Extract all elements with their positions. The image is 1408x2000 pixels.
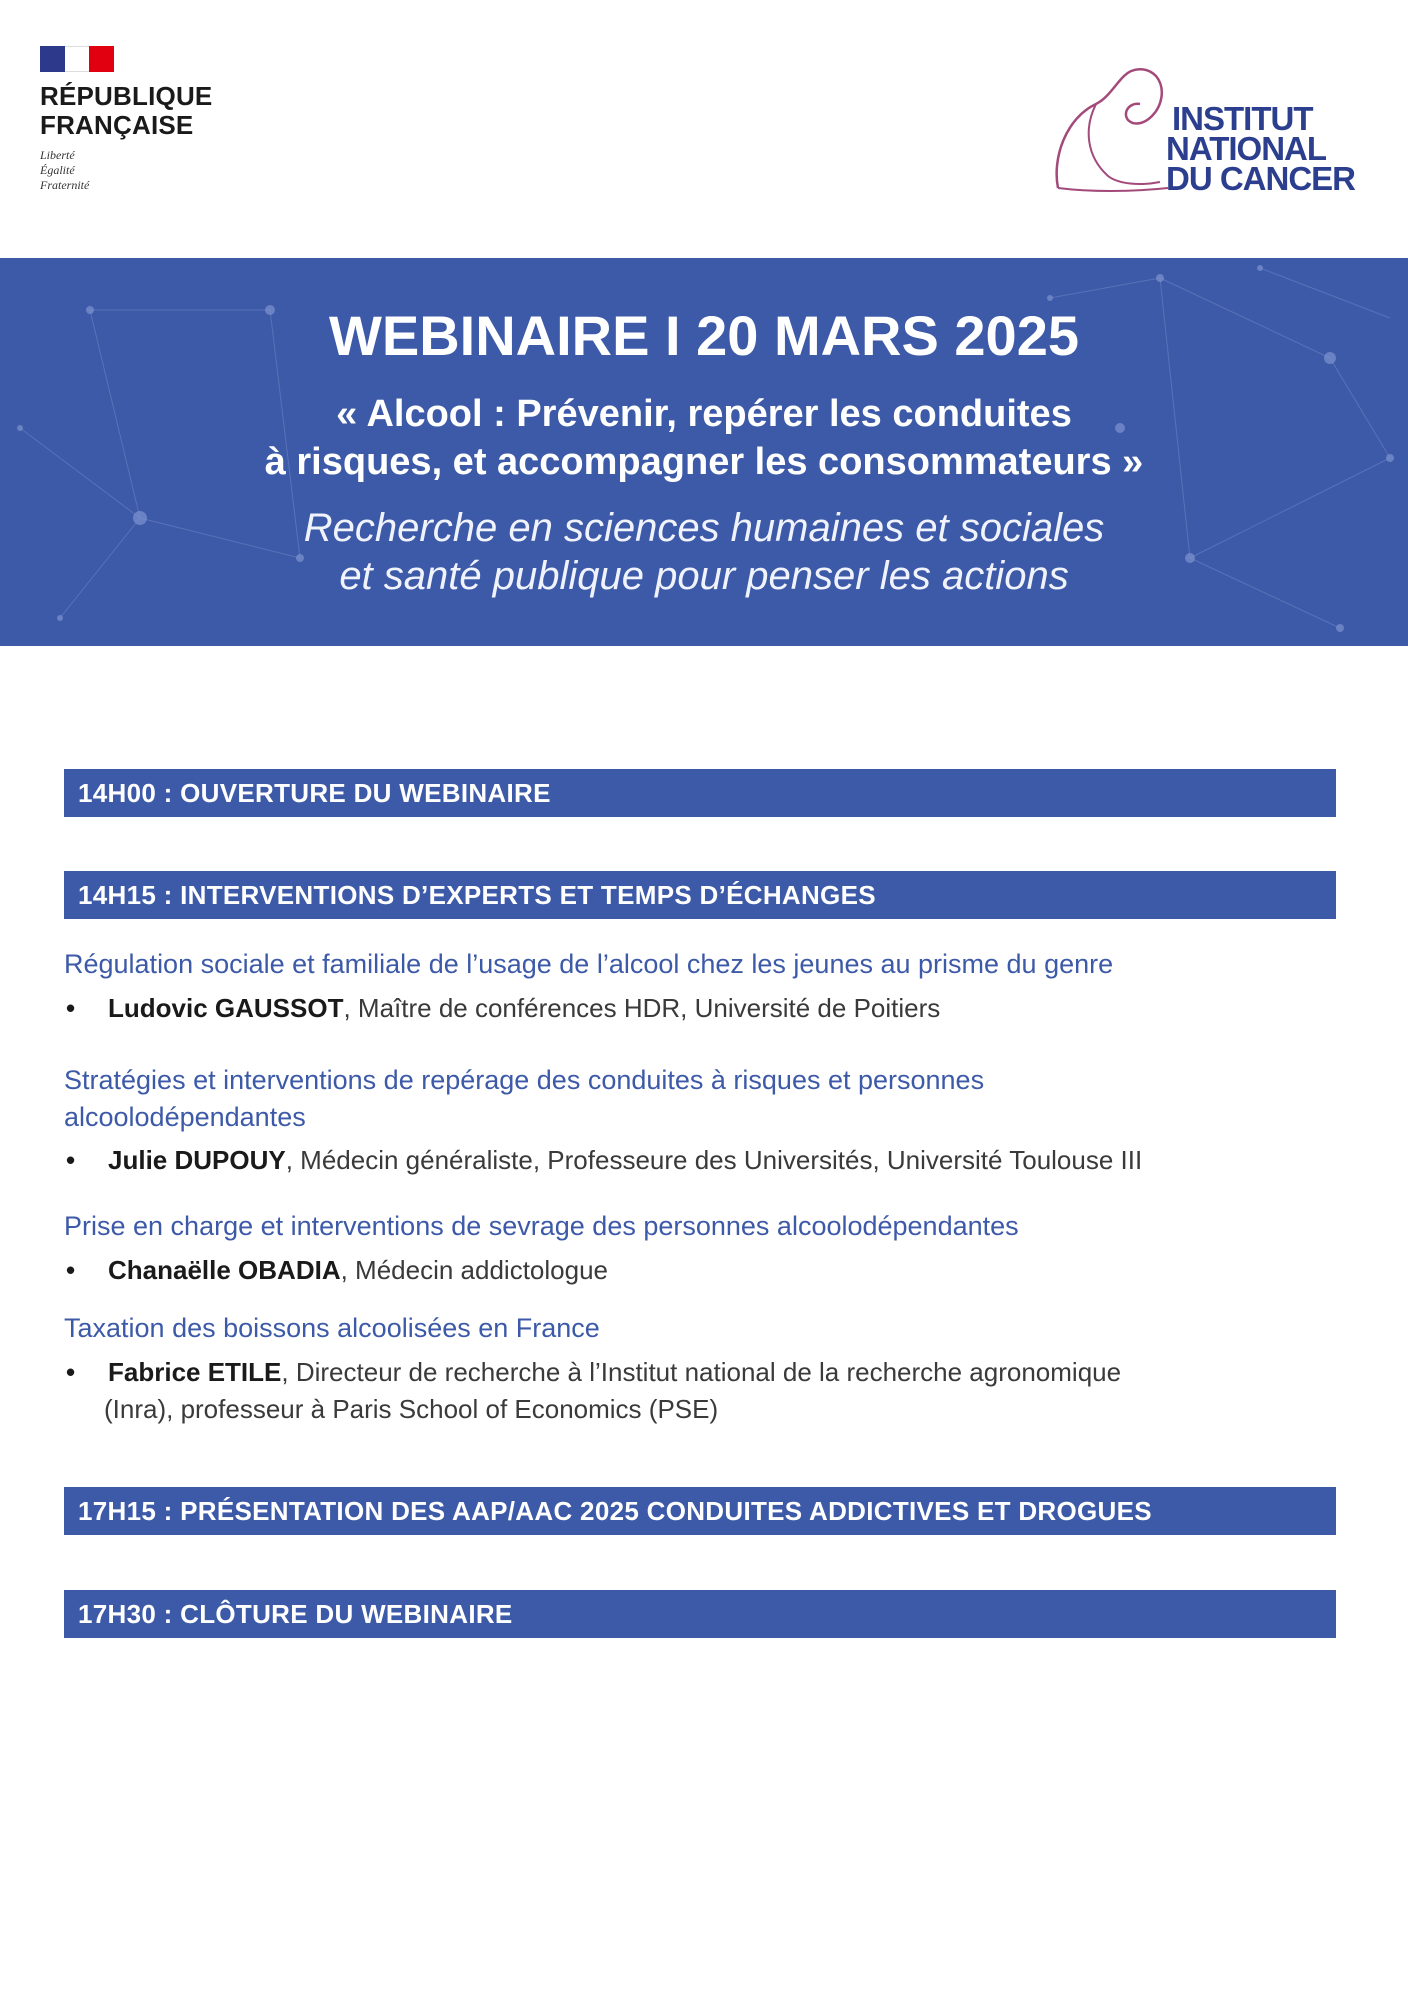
speaker-name: Fabrice ETILE [108, 1357, 282, 1387]
program-opening-bar: 14H00 : OUVERTURE DU WEBINAIRE [64, 769, 1336, 817]
speaker-role: , Directeur de recherche à l’Institut national de la recherche agronomique [281, 1357, 1122, 1387]
topic-title: Prise en charge et interventions de sevrage des personnes alcoolodépendantes [64, 1211, 1019, 1241]
republique-francaise-logo [40, 46, 212, 193]
speaker-role-continued: (Inra), professeur à Paris School of Economics (PSE) [104, 1394, 719, 1424]
program-presentation-bar: 17H15 : PRÉSENTATION DES AAP/AAC 2025 CONDUITES ADDICTIVES ET DROGUES [64, 1487, 1336, 1535]
webinar-subtitle: « Alcool : Prévenir, repérer les conduites à risques, et accompagner les consommateurs » [264, 393, 1144, 483]
republique-name: RÉPUBLIQUE FRANÇAISE [40, 81, 213, 140]
french-flag-icon [40, 46, 114, 72]
speaker-role: , Médecin généraliste, Professeure des Universités, Université Toulouse III [285, 1145, 1143, 1175]
topic-title: Stratégies et interventions de repérage des conduites à risques et personnes alcoolodépendantes [64, 1065, 985, 1132]
webinar-banner [0, 258, 1408, 646]
speaker-item [64, 1142, 1354, 1179]
inca-wordmark: INSTITUT NATIONAL DU CANCER [1166, 100, 1355, 197]
bullet: • [66, 1255, 76, 1285]
speaker-item [64, 990, 1354, 1027]
speaker-name: Chanaëlle OBADIA [108, 1255, 341, 1285]
speaker-item [64, 1252, 1354, 1289]
institut-national-du-cancer-logo [1050, 46, 1360, 196]
bullet: • [66, 1357, 76, 1387]
bullet: • [66, 993, 76, 1023]
speaker-role: , Maître de conférences HDR, Université de Poitiers [343, 993, 941, 1023]
speaker-name: Ludovic GAUSSOT [108, 993, 344, 1023]
webinar-tagline: Recherche en sciences humaines et sociales et santé publique pour penser les actions [303, 506, 1105, 598]
speaker-name: Julie DUPOUY [108, 1145, 286, 1175]
republique-motto: Liberté Égalité Fraternité [40, 148, 90, 192]
program-interventions-bar: 14H15 : INTERVENTIONS D’EXPERTS ET TEMPS D’ÉCHANGES [64, 871, 1336, 919]
topic-title: Régulation sociale et familiale de l’usage de l’alcool chez les jeunes au prisme du genre [64, 949, 1114, 979]
speaker-item [64, 1354, 1354, 1428]
program-closing-bar: 17H30 : CLÔTURE DU WEBINAIRE [64, 1590, 1336, 1638]
webinar-title: WEBINAIRE I 20 MARS 2025 [329, 304, 1079, 367]
topic-title: Taxation des boissons alcoolisées en France [64, 1313, 600, 1343]
bullet: • [66, 1145, 76, 1175]
speaker-role: , Médecin addictologue [340, 1255, 609, 1285]
